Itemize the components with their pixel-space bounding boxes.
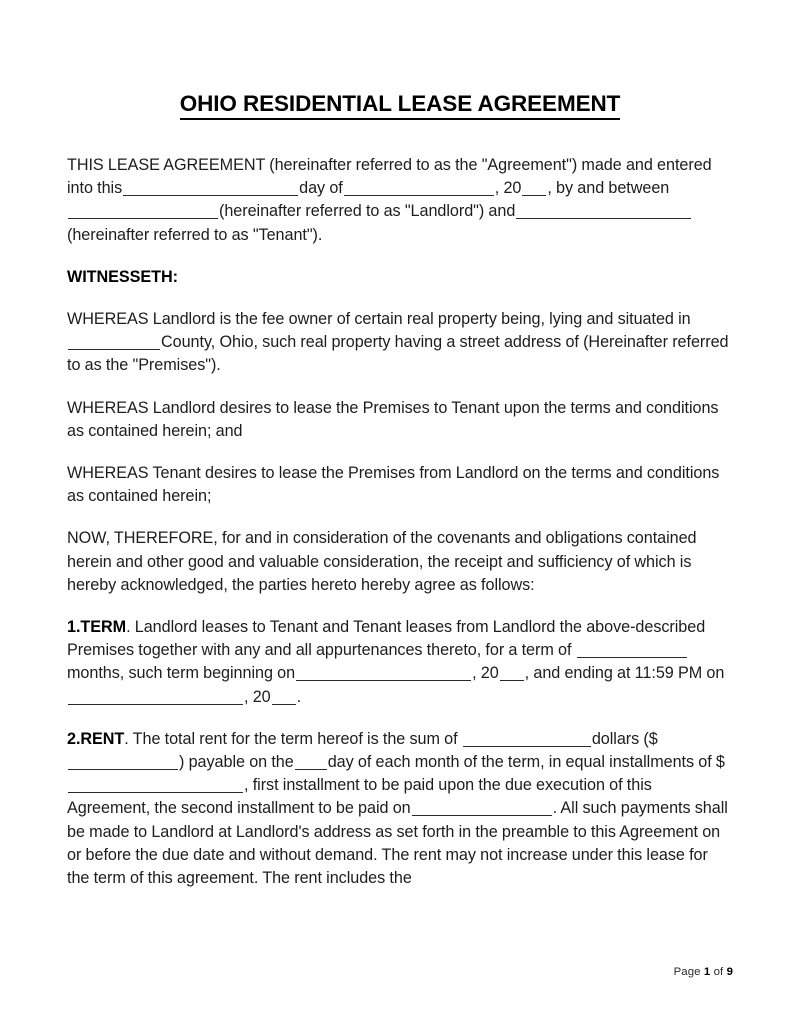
witnesseth-heading bbox=[67, 266, 733, 289]
blank-total-rent-amount-field[interactable] bbox=[68, 756, 178, 770]
whereas1-text-2: County, Ohio, such real property having a street address of (Hereinafter referred to as the "Premises"). bbox=[67, 333, 729, 375]
section-rent-heading: 2.RENT bbox=[67, 729, 125, 748]
footer-total-pages: 9 bbox=[726, 966, 733, 978]
rent-text-1: . The total rent for the term hereof is the sum of bbox=[124, 729, 458, 748]
term-text-3: , 20 bbox=[472, 664, 499, 683]
page-title bbox=[67, 90, 733, 120]
blank-installment-amount-field[interactable] bbox=[68, 779, 243, 793]
rent-text-3: ) payable on the bbox=[179, 753, 294, 772]
paragraph-whereas-2: WHEREAS Landlord desires to lease the Premises to Tenant upon the terms and conditions as contained herein; and bbox=[67, 398, 719, 440]
section-term-heading: 1.TERM bbox=[67, 618, 127, 637]
rent-text-4: day of each month of the term, in equal installments of $ bbox=[327, 753, 725, 772]
term-text-4: , and ending at 11:59 PM on bbox=[524, 664, 725, 683]
intro-text-4: , by and between bbox=[547, 179, 670, 198]
paragraph-section-term bbox=[67, 616, 733, 709]
blank-term-end-year-field[interactable] bbox=[272, 691, 296, 705]
intro-text-1: THIS LEASE AGREEMENT (hereinafter referred to as the "Agreement") made and entered into this bbox=[67, 156, 712, 198]
blank-due-day-field[interactable] bbox=[295, 756, 327, 770]
blank-landlord-name-field[interactable] bbox=[68, 205, 218, 219]
blank-tenant-name-field[interactable] bbox=[516, 205, 691, 219]
term-text-5: , 20 bbox=[244, 687, 271, 706]
term-text-1: . Landlord leases to Tenant and Tenant leases from Landlord the above-described Premises together with any and all appurtenances thereto, for a term of bbox=[67, 618, 706, 660]
blank-term-start-date-field[interactable] bbox=[296, 667, 471, 681]
blank-term-end-date-field[interactable] bbox=[68, 691, 243, 705]
paragraph-now-therefore: NOW, THEREFORE, for and in consideration of the covenants and obligations contained herein and other good and valuable consideration, the receipt and sufficiency of which is hereby acknowledged, the parties hereto hereby agree as follows: bbox=[67, 529, 697, 594]
document-body bbox=[67, 90, 733, 890]
intro-text-6: (hereinafter referred to as "Tenant"). bbox=[67, 225, 323, 244]
witnesseth-heading-text: WITNESSETH: bbox=[67, 267, 178, 286]
page-title-text: OHIO RESIDENTIAL LEASE AGREEMENT bbox=[180, 90, 621, 120]
whereas1-text-1: WHEREAS Landlord is the fee owner of certain real property being, lying and situated in bbox=[67, 310, 691, 329]
intro-text-3: , 20 bbox=[494, 179, 522, 198]
footer-middle: of bbox=[710, 966, 727, 978]
blank-day-field[interactable] bbox=[123, 182, 298, 196]
paragraph-intro bbox=[67, 154, 733, 247]
footer-prefix: Page bbox=[673, 966, 704, 978]
blank-total-rent-words-field[interactable] bbox=[463, 733, 591, 747]
blank-year-field[interactable] bbox=[522, 182, 546, 196]
footer-current-page: 1 bbox=[703, 966, 711, 978]
page-footer bbox=[674, 966, 733, 978]
intro-text-5: (hereinafter referred to as "Landlord") and bbox=[219, 202, 516, 221]
paragraph-section-rent bbox=[67, 728, 733, 890]
rent-text-2: dollars ($ bbox=[591, 729, 658, 748]
paragraph-whereas-1 bbox=[67, 308, 733, 378]
blank-term-start-year-field[interactable] bbox=[500, 667, 524, 681]
blank-county-field[interactable] bbox=[68, 336, 160, 350]
rent-text-5: , first installment to be paid upon the due execution of this Agreement, the second installment to be paid on bbox=[67, 776, 652, 818]
intro-text-2: day of bbox=[299, 179, 343, 198]
term-text-6: . bbox=[296, 687, 302, 706]
blank-month-field[interactable] bbox=[344, 182, 494, 196]
paragraph-whereas-3: WHEREAS Tenant desires to lease the Premises from Landlord on the terms and conditions as contained herein; bbox=[67, 464, 720, 506]
term-text-2: months, such term beginning on bbox=[67, 664, 296, 683]
blank-term-months-field[interactable] bbox=[577, 644, 687, 658]
blank-second-installment-date-field[interactable] bbox=[412, 802, 552, 816]
rent-text-6: . All such payments shall be made to Landlord at Landlord's address as set forth in the preamble to this Agreement on or before the due date and without demand. The rent may not increase under this lease for the term of this agreement. The rent includes the bbox=[67, 799, 728, 888]
